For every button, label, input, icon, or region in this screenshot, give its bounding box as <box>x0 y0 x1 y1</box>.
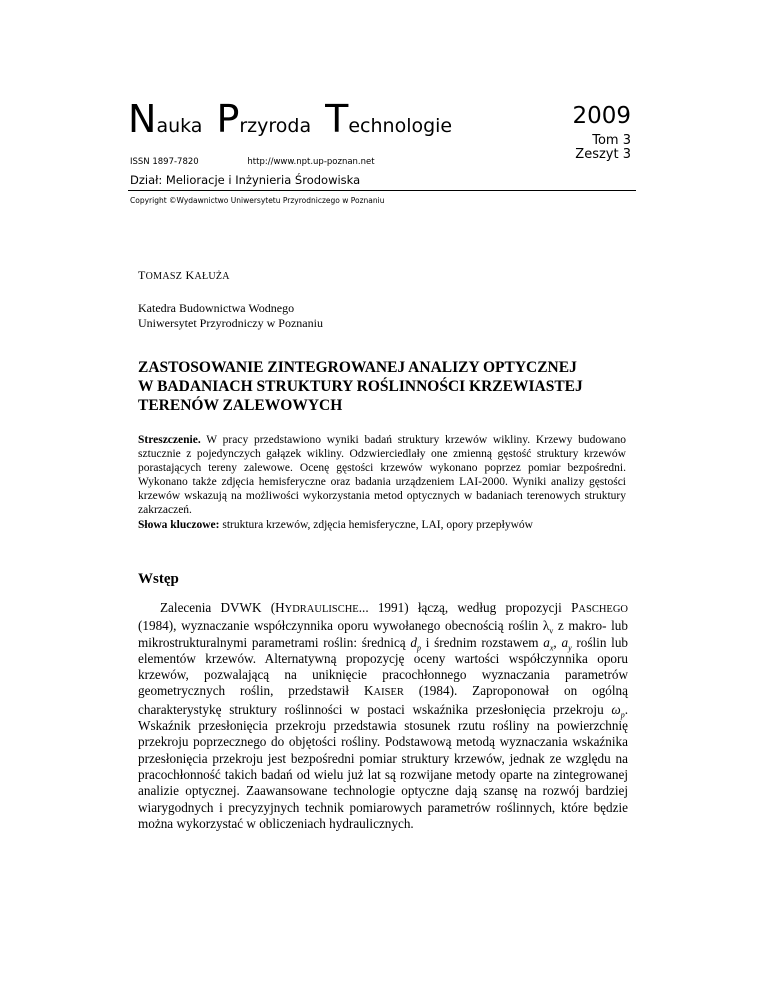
author-name: TOMASZ KAŁUŻA <box>138 268 230 282</box>
affiliation-university: Uniwersytet Przyrodniczy w Poznaniu <box>138 316 323 330</box>
year: 2009 <box>572 103 631 129</box>
issn: ISSN 1897-7820 <box>130 157 199 167</box>
abstract-text: W pracy przedstawiono wyniki badań struktury krzewów wikliny. Krzewy budowano sztucznie z pojedynczych gałązek wikliny. Odzwierciedlały one zmienną gęstość struktury krzewów porastających tereny zalewowe. Ocenę gęstości krzewów wykonano poprzez pomiar bezpośredni. Wykonano także zdjęcia hemisferyczne oraz badania urządzeniem LAI-2000. Wyniki analizy gęstości krzewów wskazują na możliwości wykorzystania metod optycznych w badaniach terenowych struktury zakrzaczeń. <box>138 434 626 516</box>
header-divider <box>128 190 636 191</box>
abstract-label: Streszczenie. <box>138 434 201 446</box>
abstract <box>138 433 626 517</box>
journal-name-word-przyroda: Przyroda <box>216 97 312 141</box>
affiliation <box>138 301 323 331</box>
keywords <box>138 518 626 532</box>
copyright: Copyright ©Wydawnictwo Uniwersytetu Przyrodniczego w Poznaniu <box>130 196 385 205</box>
journal-url[interactable]: http://www.npt.up-poznan.net <box>247 157 375 167</box>
issue: Zeszyt 3 <box>575 146 631 162</box>
volume-block <box>572 104 631 161</box>
section-heading-intro: Wstęp <box>138 571 179 587</box>
keywords-text: struktura krzewów, zdjęcia hemisferyczne, LAI, opory przepływów <box>222 519 533 531</box>
journal-name <box>128 97 466 141</box>
journal-name-word-nauka: Nauka <box>128 97 203 141</box>
intro-paragraph: Zalecenia DVWK (HYDRAULISCHE... 1991) łączą, według propozycji PASCHEGO (1984), wyznaczanie współczynnika oporu wywołanego obecnością roślin $\lambda_v$ z makro- lub mikrostrukturalnymi parametrami roślin: średnicą $d_p$ i średnim rozstawem $a_x$, $a_y$ roślin lub elementów krzewów. Alternatywną propozycję oceny wartości współczynnika oporu krzewów, pozwalającą na uniknięcie pracochłonnego wyznaczania parametrów geometrycznych roślin, przedstawił KAISER (1984). Zaproponował on ogólną charakterystykę struktury roślinności w postaci wskaźnika przesłonięcia przekroju $\omega_p$. Wskaźnik przesłonięcia przekroju przedstawia stosunek rzutu rośliny na powierzchnię przekroju poprzecznego do objętości rośliny. Podstawową metodą wyznaczania wskaźnika przesłonięcia przekroju jest bezpośredni pomiar struktury krzewów, jednak ze względu na pracochłonność takich badań od wielu już lat są rozwijane metody oparte na zintegrowanej analizie optycznej. Zaawansowane technologie optyczne dają szansę na rozwój bardziej wiarygodnych i precyzyjnych technik pomiarowych parametrów roślinnych, które będzie można wykorzystać w obliczeniach hydraulicznych. <box>138 600 629 831</box>
keywords-label: Słowa kluczowe: <box>138 519 220 531</box>
journal-name-word-technologie: Technologie <box>325 97 453 141</box>
volume: Tom 3 <box>592 133 631 149</box>
issn-url-line <box>130 157 375 167</box>
section-name: Dział: Melioracje i Inżynieria Środowiska <box>130 173 361 187</box>
paper-title: ZASTOSOWANIE ZINTEGROWANEJ ANALIZY OPTYCZNEJ W BADANIACH STRUKTURY ROŚLINNOŚCI KRZEWIASTEJ TERENÓW ZALEWOWYCH <box>138 359 583 414</box>
affiliation-department: Katedra Budownictwa Wodnego <box>138 301 295 315</box>
